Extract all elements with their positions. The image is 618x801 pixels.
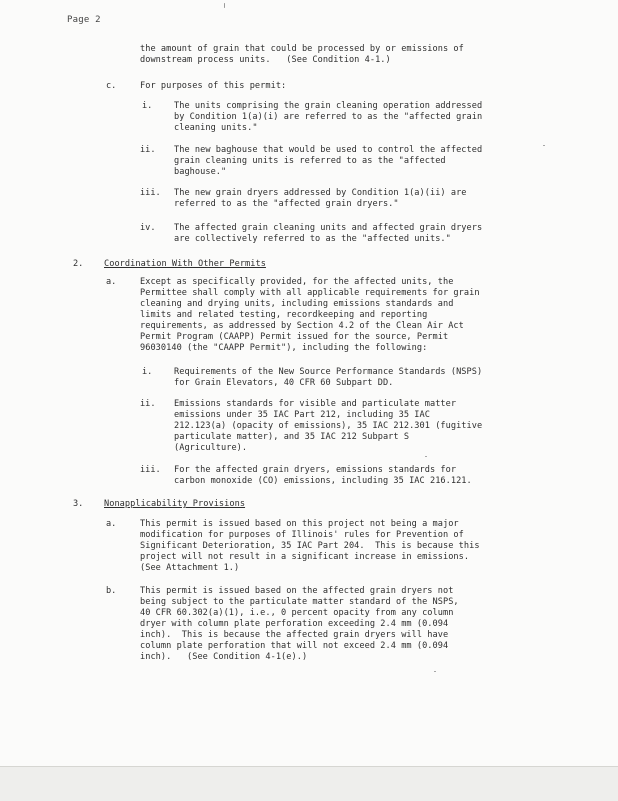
- s2-a-line: limits and related testing, recordkeeping and reporting: [140, 310, 428, 320]
- scan-mark: [425, 456, 427, 457]
- s3-a-line: Significant Deterioration, 35 IAC Part 204. This is because this: [140, 541, 480, 551]
- s2-ii-line: particulate matter), and 35 IAC 212 Subpart S: [174, 432, 410, 442]
- c-iii-line: The new grain dryers addressed by Condition 1(a)(ii) are: [174, 188, 467, 198]
- s2-a-line: cleaning and drying units, including emissions standards and: [140, 299, 454, 309]
- c-i-line: The units comprising the grain cleaning operation addressed: [174, 101, 483, 111]
- scan-mark: [434, 671, 436, 672]
- c-iv-line: The affected grain cleaning units and affected grain dryers: [174, 223, 483, 233]
- c-ii-line: baghouse.": [174, 167, 227, 177]
- s2-iii-line: carbon monoxide (CO) emissions, including 35 IAC 216.121.: [174, 476, 472, 486]
- c-i-line: cleaning units.": [174, 123, 258, 133]
- s2-ii-line: (Agriculture).: [174, 443, 248, 453]
- c-iii-label: iii.: [140, 188, 161, 198]
- c-i-label: i.: [142, 101, 153, 111]
- s3-a-line: project will not result in a significant increase in emissions.: [140, 552, 470, 562]
- s3-a-label: a.: [106, 519, 117, 529]
- intro-line-2: downstream process units. (See Condition 4-1.): [140, 55, 391, 65]
- section-2-number: 2.: [73, 259, 84, 269]
- s2-a-line: 96030140 (the "CAAPP Permit"), including the following:: [140, 343, 428, 353]
- scan-mark: [543, 145, 545, 146]
- s3-b-line: inch). This is because the affected grain dryers will have: [140, 630, 449, 640]
- s3-b-line: column plate perforation that will not exceed 2.4 mm (0.094: [140, 641, 449, 651]
- s2-a-line: Except as specifically provided, for the affected units, the: [140, 277, 454, 287]
- scan-mark: [224, 3, 225, 8]
- s2-a-line: Permittee shall comply with all applicable requirements for grain: [140, 288, 480, 298]
- s3-b-line: being subject to the particulate matter standard of the NSPS,: [140, 597, 459, 607]
- item-c-text: For purposes of this permit:: [140, 81, 287, 91]
- s2-ii-line: Emissions standards for visible and particulate matter: [174, 399, 457, 409]
- s2-a-label: a.: [106, 277, 117, 287]
- page-bottom-edge: [0, 766, 618, 801]
- s2-iii-label: iii.: [140, 465, 161, 475]
- c-ii-line: The new baghouse that would be used to control the affected: [174, 145, 483, 155]
- s3-a-line: This permit is issued based on this project not being a major: [140, 519, 459, 529]
- s3-b-line: 40 CFR 60.302(a)(1), i.e., 0 percent opacity from any column: [140, 608, 454, 618]
- section-2-heading: Coordination With Other Permits: [104, 259, 266, 269]
- s2-ii-label: ii.: [140, 399, 156, 409]
- s2-a-line: requirements, as addressed by Section 4.2 of the Clean Air Act: [140, 321, 464, 331]
- s3-b-line: inch). (See Condition 4-1(e).): [140, 652, 308, 662]
- s3-b-line: dryer with column plate perforation exceeding 2.4 mm (0.094: [140, 619, 449, 629]
- c-iii-line: referred to as the "affected grain dryers.": [174, 199, 399, 209]
- page-header: Page 2: [67, 15, 101, 25]
- c-i-line: by Condition 1(a)(i) are referred to as the "affected grain: [174, 112, 483, 122]
- section-3-heading: Nonapplicability Provisions: [104, 499, 246, 509]
- s2-i-label: i.: [142, 367, 153, 377]
- s2-a-line: Permit Program (CAAPP) Permit issued for the source, Permit: [140, 332, 449, 342]
- s3-a-line: modification for purposes of Illinois' rules for Prevention of: [140, 530, 464, 540]
- s2-ii-line: 212.123(a) (opacity of emissions), 35 IAC 212.301 (fugitive: [174, 421, 483, 431]
- section-3-number: 3.: [73, 499, 84, 509]
- s2-i-line: Requirements of the New Source Performance Standards (NSPS): [174, 367, 483, 377]
- s2-ii-line: emissions under 35 IAC Part 212, including 35 IAC: [174, 410, 430, 420]
- c-ii-line: grain cleaning units is referred to as the "affected: [174, 156, 446, 166]
- s2-i-line: for Grain Elevators, 40 CFR 60 Subpart DD.: [174, 378, 394, 388]
- s2-iii-line: For the affected grain dryers, emissions standards for: [174, 465, 457, 475]
- item-c-label: c.: [106, 81, 117, 91]
- s3-b-line: This permit is issued based on the affected grain dryers not: [140, 586, 454, 596]
- intro-line-1: the amount of grain that could be processed by or emissions of: [140, 44, 464, 54]
- c-iv-line: are collectively referred to as the "affected units.": [174, 234, 451, 244]
- c-iv-label: iv.: [140, 223, 156, 233]
- c-ii-label: ii.: [140, 145, 156, 155]
- s3-b-label: b.: [106, 586, 117, 596]
- s3-a-line: (See Attachment 1.): [140, 563, 240, 573]
